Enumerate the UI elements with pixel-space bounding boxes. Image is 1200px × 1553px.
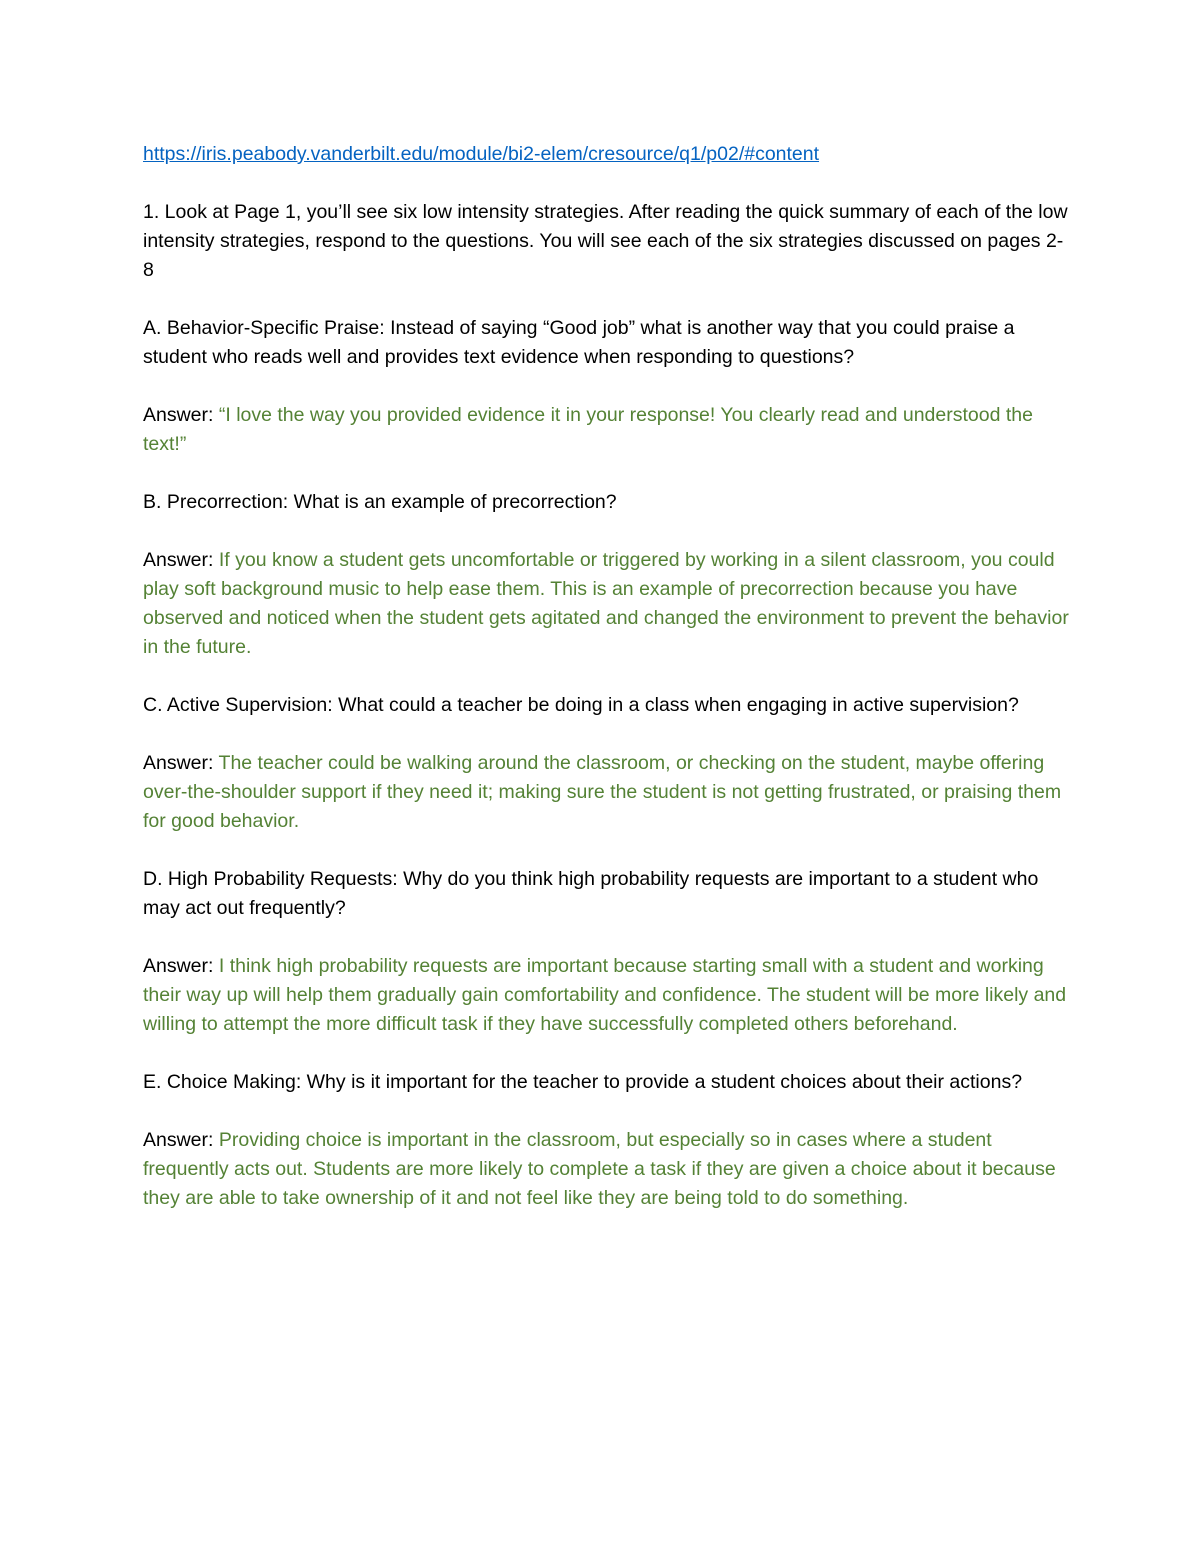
answer-text: “I love the way you provided evidence it in your response! You clearly read and understood the text!” [143,404,1033,455]
question-d: D. High Probability Requests: Why do you think high probability requests are important to a student who may act out frequently? [143,868,1039,919]
answer-d [143,952,1073,1039]
answer-label: Answer: [143,404,214,426]
answer-label: Answer: [143,752,214,774]
answer-c [143,749,1073,836]
question-b: B. Precorrection: What is an example of precorrection? [143,491,617,513]
answer-label: Answer: [143,1129,214,1151]
answer-label: Answer: [143,549,214,571]
intro-paragraph: 1. Look at Page 1, you’ll see six low intensity strategies. After reading the quick summary of each of the low intensity strategies, respond to the questions. You will see each of the six strategies discussed on pages 2-8 [143,201,1068,281]
document-page [143,140,1073,1242]
question-e: E. Choice Making: Why is it important for the teacher to provide a student choices about their actions? [143,1071,1023,1093]
answer-b [143,546,1073,662]
answer-text: I think high probability requests are important because starting small with a student and working their way up will help them gradually gain comfortability and confidence. The student will be more likely and willing to attempt the more difficult task if they have successfully completed others beforehand. [143,955,1067,1035]
question-c: C. Active Supervision: What could a teacher be doing in a class when engaging in active supervision? [143,694,1019,716]
answer-label: Answer: [143,955,214,977]
answer-a [143,401,1073,459]
answer-text: Providing choice is important in the classroom, but especially so in cases where a student frequently acts out. Students are more likely to complete a task if they are given a choice about it because they are able to take ownership of it and not feel like they are being told to do something. [143,1129,1056,1209]
question-a: A. Behavior-Specific Praise: Instead of saying “Good job” what is another way that you could praise a student who reads well and provides text evidence when responding to questions? [143,317,1015,368]
answer-text: If you know a student gets uncomfortable or triggered by working in a silent classroom, you could play soft background music to help ease them. This is an example of precorrection because you have observed and noticed when the student gets agitated and changed the environment to prevent the behavior in the future. [143,549,1069,658]
answer-e [143,1126,1073,1213]
resource-link[interactable]: https://iris.peabody.vanderbilt.edu/module/bi2-elem/cresource/q1/p02/#content [143,143,820,165]
answer-text: The teacher could be walking around the classroom, or checking on the student, maybe offering over-the-shoulder support if they need it; making sure the student is not getting frustrated, or praising them for good behavior. [143,752,1062,832]
